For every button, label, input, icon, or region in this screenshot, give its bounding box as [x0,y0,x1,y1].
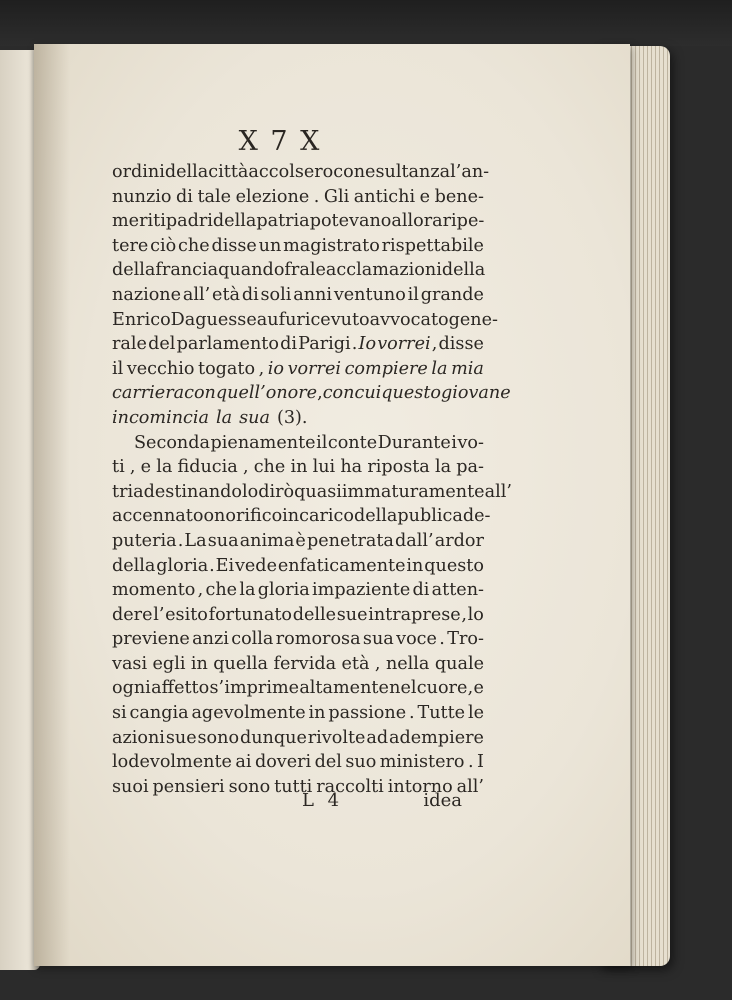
word: della [112,555,156,576]
word: all’ [484,481,512,502]
word: ventuno [333,284,406,305]
text-line [112,332,484,357]
word: gloria [156,555,209,576]
word: Durante [377,432,451,453]
word: padri [165,211,213,232]
word: con [333,162,366,182]
word: disse [211,235,257,256]
word: anzi [192,629,229,650]
word: colla [231,629,274,650]
word: potevano [309,211,392,232]
page-footer [112,790,462,816]
word: in [290,457,308,478]
word: lodevolmente [112,752,232,773]
word: incarico [282,506,354,527]
text-line [112,726,484,751]
word: ministero [379,752,465,773]
word: onorifico [203,506,283,527]
word: giovane [440,383,511,404]
word: intorno [387,776,453,797]
word: nella [385,653,430,674]
word: egli [152,653,186,674]
word: un [258,235,282,256]
word: immaturamente [341,481,485,502]
word: altamente [299,678,389,699]
word: togato [198,358,256,379]
word: , [317,383,323,404]
word: passione [328,703,407,724]
word: ripe- [442,211,485,232]
word: anni [293,284,332,305]
word: l’ [153,604,165,625]
word: . [467,752,474,773]
word: romorosa [275,629,361,650]
word: La [184,530,207,551]
catchword: idea [423,790,462,811]
text-line [112,209,484,234]
text-line [112,652,484,677]
word: si [112,703,127,724]
word: Daguesseau [170,309,279,330]
signature-mark: L 4 [302,790,344,811]
text-line [112,676,484,701]
word: all’ [456,776,484,797]
word: all’ [182,284,211,305]
word: il [316,432,328,453]
word: (3). [277,407,308,428]
word: di [280,334,297,355]
word: sono [197,727,240,748]
word: destinandolo [143,481,259,502]
word: in [406,555,424,576]
word: meriti [112,211,166,232]
word: agevolmente [191,703,306,724]
text-line [112,603,484,628]
word: cui [354,383,382,404]
word: disse [438,334,484,355]
word: sue [165,727,197,748]
word: allora [391,211,443,232]
word: , [431,334,438,355]
word: Seconda [134,432,210,453]
word: la [434,457,452,478]
word: fu [278,309,297,330]
word: ordini [112,162,165,182]
word: sono [228,776,271,797]
body-text [112,160,512,799]
word: la [431,358,448,379]
word: , [129,457,136,478]
word: le [309,260,326,281]
word: del [148,334,176,355]
text-line [112,701,484,726]
word: ad [366,727,389,748]
word: con [184,383,216,404]
word: ogni [112,678,151,699]
word: la [216,407,233,428]
word: fra [284,260,310,281]
word: ricevuto [296,309,370,330]
text-line [112,357,484,382]
text-line [112,504,491,529]
text-line [112,480,512,505]
word: , [258,358,265,379]
word: voce [396,629,437,650]
word: quell’ [215,383,266,404]
word: accennato [112,506,204,527]
word: e [419,186,431,207]
word: . [209,555,215,576]
word: lo [467,604,484,625]
word: imprime [224,678,300,699]
word: ai [235,752,252,773]
word: vorrei [377,334,431,355]
word: ardor [434,530,484,551]
word: adempiere [389,727,484,748]
word: nunzio [112,186,172,207]
word: de- [462,506,491,527]
word: ti [112,457,125,478]
word: sue [336,604,368,625]
word: gloria [257,580,310,601]
word: e [473,678,484,699]
text-line [112,529,484,554]
word: vorrei [287,358,341,379]
word: grande [420,284,484,305]
text-line [112,627,484,652]
word: che [178,235,210,256]
word: puteria [112,530,177,551]
word: soli [260,284,292,305]
word: bene- [434,186,484,207]
word: patria [256,211,310,232]
word: gene- [448,309,498,330]
word: . [177,530,184,551]
word: penetrata [306,530,394,551]
word: vasi [112,653,148,674]
word: sua [239,407,270,428]
word: , [197,580,204,601]
word: sua [362,629,394,650]
word: suo [345,752,377,773]
word: s’ [209,678,225,699]
word: publica [397,506,463,527]
word: che [253,457,286,478]
word: . [313,186,320,207]
word: età [212,284,241,305]
text-line [112,258,484,283]
word: l’an- [450,162,490,182]
word: lui [312,457,336,478]
text-line [112,234,484,259]
word: è [295,530,306,551]
word: i [451,432,457,453]
word: del [314,752,342,773]
word: età [341,653,370,674]
word: intraprese [368,604,461,625]
word: impaziente [312,580,411,601]
word: questo [381,383,441,404]
word: cangia [129,703,189,724]
word: nazione [112,284,182,305]
word: , [374,653,381,674]
word: . [409,703,415,724]
word: questo [424,555,484,576]
word: vo- [457,432,484,453]
word: elezione [235,186,310,207]
scan-background-top [0,0,732,46]
word: tria [112,481,144,502]
word: quando [218,260,285,281]
word: mia [451,358,484,379]
word: fiducia [177,457,238,478]
word: che [205,580,238,601]
word: vecchio [126,358,195,379]
word: la [239,580,256,601]
text-line [112,750,484,775]
word: di [176,186,193,207]
word: della [164,162,209,182]
word: . [439,629,445,650]
word: Enrico [112,309,171,330]
word: della [212,211,257,232]
word: ha [340,457,363,478]
word: tutti [274,776,313,797]
word: acclamazioni [325,260,442,281]
word: quasi [294,481,342,502]
word: francia [155,260,219,281]
word: Io [358,334,377,355]
word: . [351,334,358,355]
word: vede [234,555,277,576]
text-line [112,554,484,579]
word: , [461,604,467,625]
word: in [190,653,208,674]
word: I [476,752,484,773]
word: della [353,506,398,527]
word: fortunato [208,604,292,625]
text-line [112,381,511,406]
word: , [242,457,249,478]
word: doveri [254,752,312,773]
word: Tro- [447,629,484,650]
page-number-header: X 7 X [238,126,322,157]
text-line [112,185,484,210]
word: e [140,457,152,478]
word: della [112,260,156,281]
word: sua [207,530,239,551]
word: conte [327,432,378,453]
word: momento [112,580,196,601]
word: io [267,358,285,379]
word: rale [112,334,147,355]
text-line [112,578,484,603]
text-line [112,406,484,431]
word: Parigi [298,334,351,355]
word: il [407,284,419,305]
word: quella [213,653,269,674]
word: quale [434,653,484,674]
word: rispettabile [381,235,484,256]
word: dall’ [395,530,434,551]
word: della [441,260,486,281]
word: incomincia [112,407,210,428]
word: di [241,284,259,305]
text-line [112,160,490,185]
word: antichi [353,186,416,207]
word: atten- [431,580,484,601]
word: affetto [151,678,210,699]
word: fervida [273,653,337,674]
word: Gli [323,186,350,207]
word: pienamente [210,432,316,453]
word: tere [112,235,149,256]
word: carriera [112,383,185,404]
word: accolsero [248,162,334,182]
word: rivolte [307,727,366,748]
text-line [112,431,484,456]
text-line [112,283,484,308]
word: città [208,162,249,182]
word: dunque [239,727,307,748]
word: delle [292,604,337,625]
word: cuore [416,678,468,699]
word: , [467,678,474,699]
word: esito [165,604,208,625]
word: raccolti [316,776,384,797]
word: il [112,358,124,379]
word: enfaticamente [277,555,406,576]
word: riposta [367,457,430,478]
word: tale [197,186,232,207]
word: parlamento [176,334,279,355]
text-line [112,455,484,480]
page-gutter [34,44,70,966]
word: Ei [215,555,235,576]
word: compiere [344,358,428,379]
word: nel [389,678,417,699]
word: magistrato [283,235,380,256]
word: pa- [456,457,484,478]
word: azioni [112,727,165,748]
word: pensieri [152,776,225,797]
word: anima [239,530,295,551]
word: onore [265,383,318,404]
text-line [112,308,498,333]
word: di [412,580,430,601]
word: in [308,703,326,724]
word: esultanza [365,162,451,182]
word: la [156,457,173,478]
word: suoi [112,776,149,797]
word: ciò [150,235,177,256]
word: avvocato [369,309,449,330]
word: previene [112,629,190,650]
word: con [322,383,355,404]
word: Tutte [417,703,466,724]
word: dere [112,604,153,625]
word: dirò [258,481,295,502]
word: le [467,703,484,724]
